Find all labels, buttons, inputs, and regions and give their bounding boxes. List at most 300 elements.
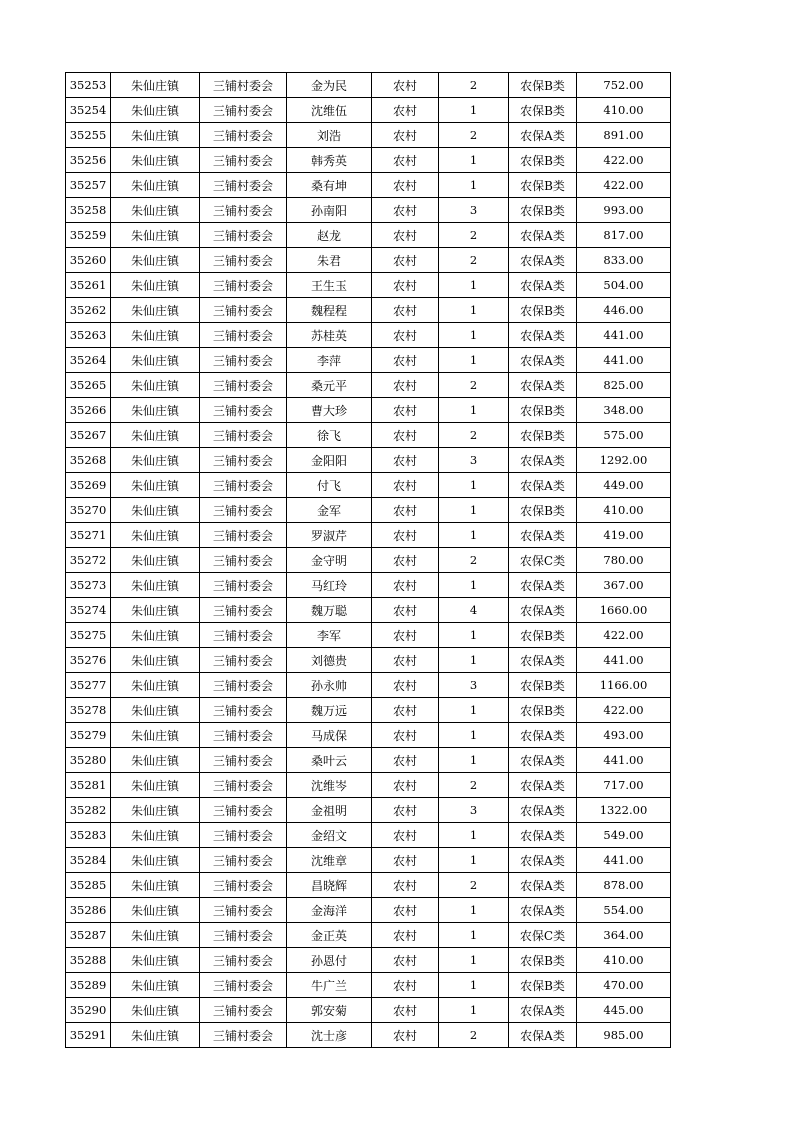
amount-cell: 441.00 xyxy=(577,323,671,348)
area-type-cell: 农村 xyxy=(372,123,439,148)
table-row xyxy=(66,798,671,823)
area-type-cell: 农村 xyxy=(372,223,439,248)
village-committee-cell: 三铺村委会 xyxy=(200,673,287,698)
table-row xyxy=(66,498,671,523)
town-cell: 朱仙庄镇 xyxy=(111,123,200,148)
village-committee-cell: 三铺村委会 xyxy=(200,948,287,973)
name-cell: 孙南阳 xyxy=(287,198,372,223)
town-cell: 朱仙庄镇 xyxy=(111,148,200,173)
amount-cell: 993.00 xyxy=(577,198,671,223)
area-type-cell: 农村 xyxy=(372,323,439,348)
town-cell: 朱仙庄镇 xyxy=(111,923,200,948)
category-cell: 农保B类 xyxy=(509,973,577,998)
category-cell: 农保A类 xyxy=(509,748,577,773)
record-id-cell: 35265 xyxy=(66,373,111,398)
town-cell: 朱仙庄镇 xyxy=(111,198,200,223)
category-cell: 农保A类 xyxy=(509,523,577,548)
household-count-cell: 1 xyxy=(439,998,509,1023)
household-count-cell: 2 xyxy=(439,73,509,98)
household-count-cell: 2 xyxy=(439,248,509,273)
amount-cell: 1660.00 xyxy=(577,598,671,623)
amount-cell: 422.00 xyxy=(577,173,671,198)
village-committee-cell: 三铺村委会 xyxy=(200,173,287,198)
amount-cell: 717.00 xyxy=(577,773,671,798)
name-cell: 沈维岑 xyxy=(287,773,372,798)
name-cell: 曹大珍 xyxy=(287,398,372,423)
record-id-cell: 35260 xyxy=(66,248,111,273)
area-type-cell: 农村 xyxy=(372,598,439,623)
category-cell: 农保A类 xyxy=(509,448,577,473)
table-row xyxy=(66,648,671,673)
town-cell: 朱仙庄镇 xyxy=(111,648,200,673)
table-row xyxy=(66,523,671,548)
table-row xyxy=(66,173,671,198)
household-count-cell: 1 xyxy=(439,398,509,423)
category-cell: 农保C类 xyxy=(509,548,577,573)
category-cell: 农保A类 xyxy=(509,798,577,823)
category-cell: 农保A类 xyxy=(509,248,577,273)
town-cell: 朱仙庄镇 xyxy=(111,798,200,823)
area-type-cell: 农村 xyxy=(372,873,439,898)
area-type-cell: 农村 xyxy=(372,73,439,98)
table-row xyxy=(66,448,671,473)
name-cell: 马成保 xyxy=(287,723,372,748)
household-count-cell: 1 xyxy=(439,523,509,548)
table-row xyxy=(66,823,671,848)
village-committee-cell: 三铺村委会 xyxy=(200,298,287,323)
area-type-cell: 农村 xyxy=(372,273,439,298)
town-cell: 朱仙庄镇 xyxy=(111,223,200,248)
household-count-cell: 1 xyxy=(439,898,509,923)
town-cell: 朱仙庄镇 xyxy=(111,848,200,873)
category-cell: 农保B类 xyxy=(509,98,577,123)
record-id-cell: 35264 xyxy=(66,348,111,373)
town-cell: 朱仙庄镇 xyxy=(111,448,200,473)
record-id-cell: 35275 xyxy=(66,623,111,648)
table-row xyxy=(66,623,671,648)
category-cell: 农保A类 xyxy=(509,348,577,373)
area-type-cell: 农村 xyxy=(372,948,439,973)
village-committee-cell: 三铺村委会 xyxy=(200,373,287,398)
name-cell: 金绍文 xyxy=(287,823,372,848)
category-cell: 农保A类 xyxy=(509,823,577,848)
category-cell: 农保A类 xyxy=(509,598,577,623)
town-cell: 朱仙庄镇 xyxy=(111,623,200,648)
village-committee-cell: 三铺村委会 xyxy=(200,973,287,998)
household-count-cell: 1 xyxy=(439,323,509,348)
category-cell: 农保B类 xyxy=(509,948,577,973)
record-id-cell: 35262 xyxy=(66,298,111,323)
amount-cell: 419.00 xyxy=(577,523,671,548)
village-committee-cell: 三铺村委会 xyxy=(200,398,287,423)
area-type-cell: 农村 xyxy=(372,748,439,773)
village-committee-cell: 三铺村委会 xyxy=(200,73,287,98)
category-cell: 农保B类 xyxy=(509,498,577,523)
household-count-cell: 1 xyxy=(439,723,509,748)
town-cell: 朱仙庄镇 xyxy=(111,298,200,323)
amount-cell: 422.00 xyxy=(577,698,671,723)
household-count-cell: 1 xyxy=(439,498,509,523)
village-committee-cell: 三铺村委会 xyxy=(200,123,287,148)
town-cell: 朱仙庄镇 xyxy=(111,973,200,998)
name-cell: 桑叶云 xyxy=(287,748,372,773)
table-row xyxy=(66,223,671,248)
area-type-cell: 农村 xyxy=(372,523,439,548)
village-committee-cell: 三铺村委会 xyxy=(200,723,287,748)
area-type-cell: 农村 xyxy=(372,148,439,173)
name-cell: 李萍 xyxy=(287,348,372,373)
amount-cell: 1322.00 xyxy=(577,798,671,823)
household-count-cell: 2 xyxy=(439,223,509,248)
table-row xyxy=(66,848,671,873)
village-committee-cell: 三铺村委会 xyxy=(200,873,287,898)
village-committee-cell: 三铺村委会 xyxy=(200,248,287,273)
amount-cell: 891.00 xyxy=(577,123,671,148)
town-cell: 朱仙庄镇 xyxy=(111,323,200,348)
town-cell: 朱仙庄镇 xyxy=(111,348,200,373)
table-row xyxy=(66,573,671,598)
amount-cell: 985.00 xyxy=(577,1023,671,1048)
household-count-cell: 4 xyxy=(439,598,509,623)
village-committee-cell: 三铺村委会 xyxy=(200,273,287,298)
category-cell: 农保A类 xyxy=(509,723,577,748)
village-committee-cell: 三铺村委会 xyxy=(200,698,287,723)
table-row xyxy=(66,473,671,498)
household-count-cell: 1 xyxy=(439,273,509,298)
name-cell: 金为民 xyxy=(287,73,372,98)
town-cell: 朱仙庄镇 xyxy=(111,473,200,498)
category-cell: 农保A类 xyxy=(509,223,577,248)
table-row xyxy=(66,698,671,723)
area-type-cell: 农村 xyxy=(372,973,439,998)
table-row xyxy=(66,948,671,973)
area-type-cell: 农村 xyxy=(372,573,439,598)
household-count-cell: 1 xyxy=(439,748,509,773)
name-cell: 沈维伍 xyxy=(287,98,372,123)
table-row xyxy=(66,273,671,298)
town-cell: 朱仙庄镇 xyxy=(111,273,200,298)
table-row xyxy=(66,723,671,748)
household-count-cell: 2 xyxy=(439,548,509,573)
household-count-cell: 1 xyxy=(439,848,509,873)
amount-cell: 410.00 xyxy=(577,498,671,523)
record-id-cell: 35282 xyxy=(66,798,111,823)
area-type-cell: 农村 xyxy=(372,248,439,273)
amount-cell: 780.00 xyxy=(577,548,671,573)
household-count-cell: 1 xyxy=(439,148,509,173)
village-committee-cell: 三铺村委会 xyxy=(200,848,287,873)
table-row xyxy=(66,598,671,623)
name-cell: 金阳阳 xyxy=(287,448,372,473)
village-committee-cell: 三铺村委会 xyxy=(200,748,287,773)
village-committee-cell: 三铺村委会 xyxy=(200,98,287,123)
area-type-cell: 农村 xyxy=(372,348,439,373)
table-row xyxy=(66,148,671,173)
village-committee-cell: 三铺村委会 xyxy=(200,923,287,948)
amount-cell: 348.00 xyxy=(577,398,671,423)
town-cell: 朱仙庄镇 xyxy=(111,698,200,723)
area-type-cell: 农村 xyxy=(372,998,439,1023)
record-id-cell: 35258 xyxy=(66,198,111,223)
table-row xyxy=(66,673,671,698)
category-cell: 农保B类 xyxy=(509,398,577,423)
category-cell: 农保A类 xyxy=(509,123,577,148)
area-type-cell: 农村 xyxy=(372,673,439,698)
area-type-cell: 农村 xyxy=(372,823,439,848)
village-committee-cell: 三铺村委会 xyxy=(200,448,287,473)
category-cell: 农保B类 xyxy=(509,623,577,648)
town-cell: 朱仙庄镇 xyxy=(111,998,200,1023)
household-count-cell: 1 xyxy=(439,473,509,498)
category-cell: 农保B类 xyxy=(509,73,577,98)
record-id-cell: 35270 xyxy=(66,498,111,523)
village-committee-cell: 三铺村委会 xyxy=(200,798,287,823)
category-cell: 农保A类 xyxy=(509,998,577,1023)
name-cell: 付飞 xyxy=(287,473,372,498)
record-id-cell: 35289 xyxy=(66,973,111,998)
name-cell: 王生玉 xyxy=(287,273,372,298)
record-id-cell: 35290 xyxy=(66,998,111,1023)
town-cell: 朱仙庄镇 xyxy=(111,1023,200,1048)
category-cell: 农保A类 xyxy=(509,773,577,798)
table-row xyxy=(66,98,671,123)
town-cell: 朱仙庄镇 xyxy=(111,423,200,448)
amount-cell: 554.00 xyxy=(577,898,671,923)
amount-cell: 817.00 xyxy=(577,223,671,248)
category-cell: 农保A类 xyxy=(509,573,577,598)
household-count-cell: 2 xyxy=(439,373,509,398)
table-row xyxy=(66,898,671,923)
table-row xyxy=(66,73,671,98)
table-row xyxy=(66,1023,671,1048)
town-cell: 朱仙庄镇 xyxy=(111,573,200,598)
household-count-cell: 1 xyxy=(439,823,509,848)
category-cell: 农保B类 xyxy=(509,673,577,698)
household-count-cell: 1 xyxy=(439,923,509,948)
town-cell: 朱仙庄镇 xyxy=(111,673,200,698)
amount-cell: 549.00 xyxy=(577,823,671,848)
records-table xyxy=(65,72,671,1048)
village-committee-cell: 三铺村委会 xyxy=(200,598,287,623)
name-cell: 金海洋 xyxy=(287,898,372,923)
category-cell: 农保B类 xyxy=(509,423,577,448)
table-row xyxy=(66,323,671,348)
household-count-cell: 1 xyxy=(439,698,509,723)
name-cell: 孙恩付 xyxy=(287,948,372,973)
household-count-cell: 3 xyxy=(439,448,509,473)
household-count-cell: 3 xyxy=(439,673,509,698)
table-row xyxy=(66,348,671,373)
area-type-cell: 农村 xyxy=(372,448,439,473)
record-id-cell: 35276 xyxy=(66,648,111,673)
category-cell: 农保B类 xyxy=(509,698,577,723)
table-row xyxy=(66,923,671,948)
village-committee-cell: 三铺村委会 xyxy=(200,198,287,223)
table-row xyxy=(66,198,671,223)
household-count-cell: 1 xyxy=(439,298,509,323)
table-row xyxy=(66,248,671,273)
household-count-cell: 1 xyxy=(439,973,509,998)
name-cell: 金军 xyxy=(287,498,372,523)
table-row xyxy=(66,373,671,398)
town-cell: 朱仙庄镇 xyxy=(111,173,200,198)
record-id-cell: 35280 xyxy=(66,748,111,773)
record-id-cell: 35269 xyxy=(66,473,111,498)
village-committee-cell: 三铺村委会 xyxy=(200,998,287,1023)
area-type-cell: 农村 xyxy=(372,773,439,798)
area-type-cell: 农村 xyxy=(372,398,439,423)
record-id-cell: 35255 xyxy=(66,123,111,148)
village-committee-cell: 三铺村委会 xyxy=(200,773,287,798)
amount-cell: 410.00 xyxy=(577,98,671,123)
record-id-cell: 35291 xyxy=(66,1023,111,1048)
table-row xyxy=(66,423,671,448)
household-count-cell: 2 xyxy=(439,873,509,898)
name-cell: 牛广兰 xyxy=(287,973,372,998)
record-id-cell: 35277 xyxy=(66,673,111,698)
area-type-cell: 农村 xyxy=(372,698,439,723)
amount-cell: 367.00 xyxy=(577,573,671,598)
record-id-cell: 35281 xyxy=(66,773,111,798)
name-cell: 桑元平 xyxy=(287,373,372,398)
record-id-cell: 35261 xyxy=(66,273,111,298)
name-cell: 沈维章 xyxy=(287,848,372,873)
amount-cell: 878.00 xyxy=(577,873,671,898)
town-cell: 朱仙庄镇 xyxy=(111,898,200,923)
area-type-cell: 农村 xyxy=(372,623,439,648)
household-count-cell: 1 xyxy=(439,98,509,123)
record-id-cell: 35263 xyxy=(66,323,111,348)
household-count-cell: 2 xyxy=(439,123,509,148)
area-type-cell: 农村 xyxy=(372,798,439,823)
town-cell: 朱仙庄镇 xyxy=(111,948,200,973)
amount-cell: 364.00 xyxy=(577,923,671,948)
village-committee-cell: 三铺村委会 xyxy=(200,223,287,248)
village-committee-cell: 三铺村委会 xyxy=(200,473,287,498)
name-cell: 沈士彦 xyxy=(287,1023,372,1048)
name-cell: 桑有坤 xyxy=(287,173,372,198)
household-count-cell: 1 xyxy=(439,623,509,648)
table-row xyxy=(66,748,671,773)
records-table-body xyxy=(66,73,671,1048)
table-row xyxy=(66,298,671,323)
area-type-cell: 农村 xyxy=(372,423,439,448)
record-id-cell: 35256 xyxy=(66,148,111,173)
area-type-cell: 农村 xyxy=(372,648,439,673)
category-cell: 农保A类 xyxy=(509,648,577,673)
area-type-cell: 农村 xyxy=(372,373,439,398)
village-committee-cell: 三铺村委会 xyxy=(200,623,287,648)
record-id-cell: 35288 xyxy=(66,948,111,973)
name-cell: 金正英 xyxy=(287,923,372,948)
category-cell: 农保B类 xyxy=(509,148,577,173)
record-id-cell: 35268 xyxy=(66,448,111,473)
amount-cell: 441.00 xyxy=(577,748,671,773)
record-id-cell: 35278 xyxy=(66,698,111,723)
town-cell: 朱仙庄镇 xyxy=(111,498,200,523)
name-cell: 李军 xyxy=(287,623,372,648)
town-cell: 朱仙庄镇 xyxy=(111,823,200,848)
record-id-cell: 35266 xyxy=(66,398,111,423)
name-cell: 赵龙 xyxy=(287,223,372,248)
record-id-cell: 35257 xyxy=(66,173,111,198)
town-cell: 朱仙庄镇 xyxy=(111,373,200,398)
category-cell: 农保A类 xyxy=(509,873,577,898)
name-cell: 马红玲 xyxy=(287,573,372,598)
village-committee-cell: 三铺村委会 xyxy=(200,573,287,598)
household-count-cell: 1 xyxy=(439,573,509,598)
village-committee-cell: 三铺村委会 xyxy=(200,648,287,673)
amount-cell: 445.00 xyxy=(577,998,671,1023)
record-id-cell: 35254 xyxy=(66,98,111,123)
village-committee-cell: 三铺村委会 xyxy=(200,148,287,173)
record-id-cell: 35274 xyxy=(66,598,111,623)
name-cell: 朱君 xyxy=(287,248,372,273)
amount-cell: 422.00 xyxy=(577,148,671,173)
village-committee-cell: 三铺村委会 xyxy=(200,548,287,573)
record-id-cell: 35283 xyxy=(66,823,111,848)
town-cell: 朱仙庄镇 xyxy=(111,398,200,423)
category-cell: 农保A类 xyxy=(509,273,577,298)
household-count-cell: 1 xyxy=(439,648,509,673)
village-committee-cell: 三铺村委会 xyxy=(200,1023,287,1048)
area-type-cell: 农村 xyxy=(372,1023,439,1048)
record-id-cell: 35285 xyxy=(66,873,111,898)
record-id-cell: 35259 xyxy=(66,223,111,248)
name-cell: 刘浩 xyxy=(287,123,372,148)
name-cell: 郭安菊 xyxy=(287,998,372,1023)
category-cell: 农保A类 xyxy=(509,1023,577,1048)
area-type-cell: 农村 xyxy=(372,848,439,873)
town-cell: 朱仙庄镇 xyxy=(111,598,200,623)
town-cell: 朱仙庄镇 xyxy=(111,523,200,548)
name-cell: 昌晓辉 xyxy=(287,873,372,898)
town-cell: 朱仙庄镇 xyxy=(111,73,200,98)
town-cell: 朱仙庄镇 xyxy=(111,723,200,748)
amount-cell: 493.00 xyxy=(577,723,671,748)
area-type-cell: 农村 xyxy=(372,898,439,923)
area-type-cell: 农村 xyxy=(372,723,439,748)
category-cell: 农保A类 xyxy=(509,898,577,923)
household-count-cell: 1 xyxy=(439,173,509,198)
amount-cell: 441.00 xyxy=(577,848,671,873)
household-count-cell: 2 xyxy=(439,1023,509,1048)
record-id-cell: 35287 xyxy=(66,923,111,948)
name-cell: 孙永帅 xyxy=(287,673,372,698)
household-count-cell: 1 xyxy=(439,948,509,973)
table-row xyxy=(66,123,671,148)
amount-cell: 752.00 xyxy=(577,73,671,98)
household-count-cell: 2 xyxy=(439,773,509,798)
table-row xyxy=(66,548,671,573)
name-cell: 金祖明 xyxy=(287,798,372,823)
name-cell: 罗淑芹 xyxy=(287,523,372,548)
record-id-cell: 35272 xyxy=(66,548,111,573)
town-cell: 朱仙庄镇 xyxy=(111,748,200,773)
village-committee-cell: 三铺村委会 xyxy=(200,898,287,923)
area-type-cell: 农村 xyxy=(372,548,439,573)
record-id-cell: 35271 xyxy=(66,523,111,548)
record-id-cell: 35284 xyxy=(66,848,111,873)
category-cell: 农保A类 xyxy=(509,473,577,498)
name-cell: 徐飞 xyxy=(287,423,372,448)
record-id-cell: 35273 xyxy=(66,573,111,598)
category-cell: 农保A类 xyxy=(509,373,577,398)
amount-cell: 825.00 xyxy=(577,373,671,398)
town-cell: 朱仙庄镇 xyxy=(111,773,200,798)
name-cell: 魏万聪 xyxy=(287,598,372,623)
amount-cell: 441.00 xyxy=(577,648,671,673)
